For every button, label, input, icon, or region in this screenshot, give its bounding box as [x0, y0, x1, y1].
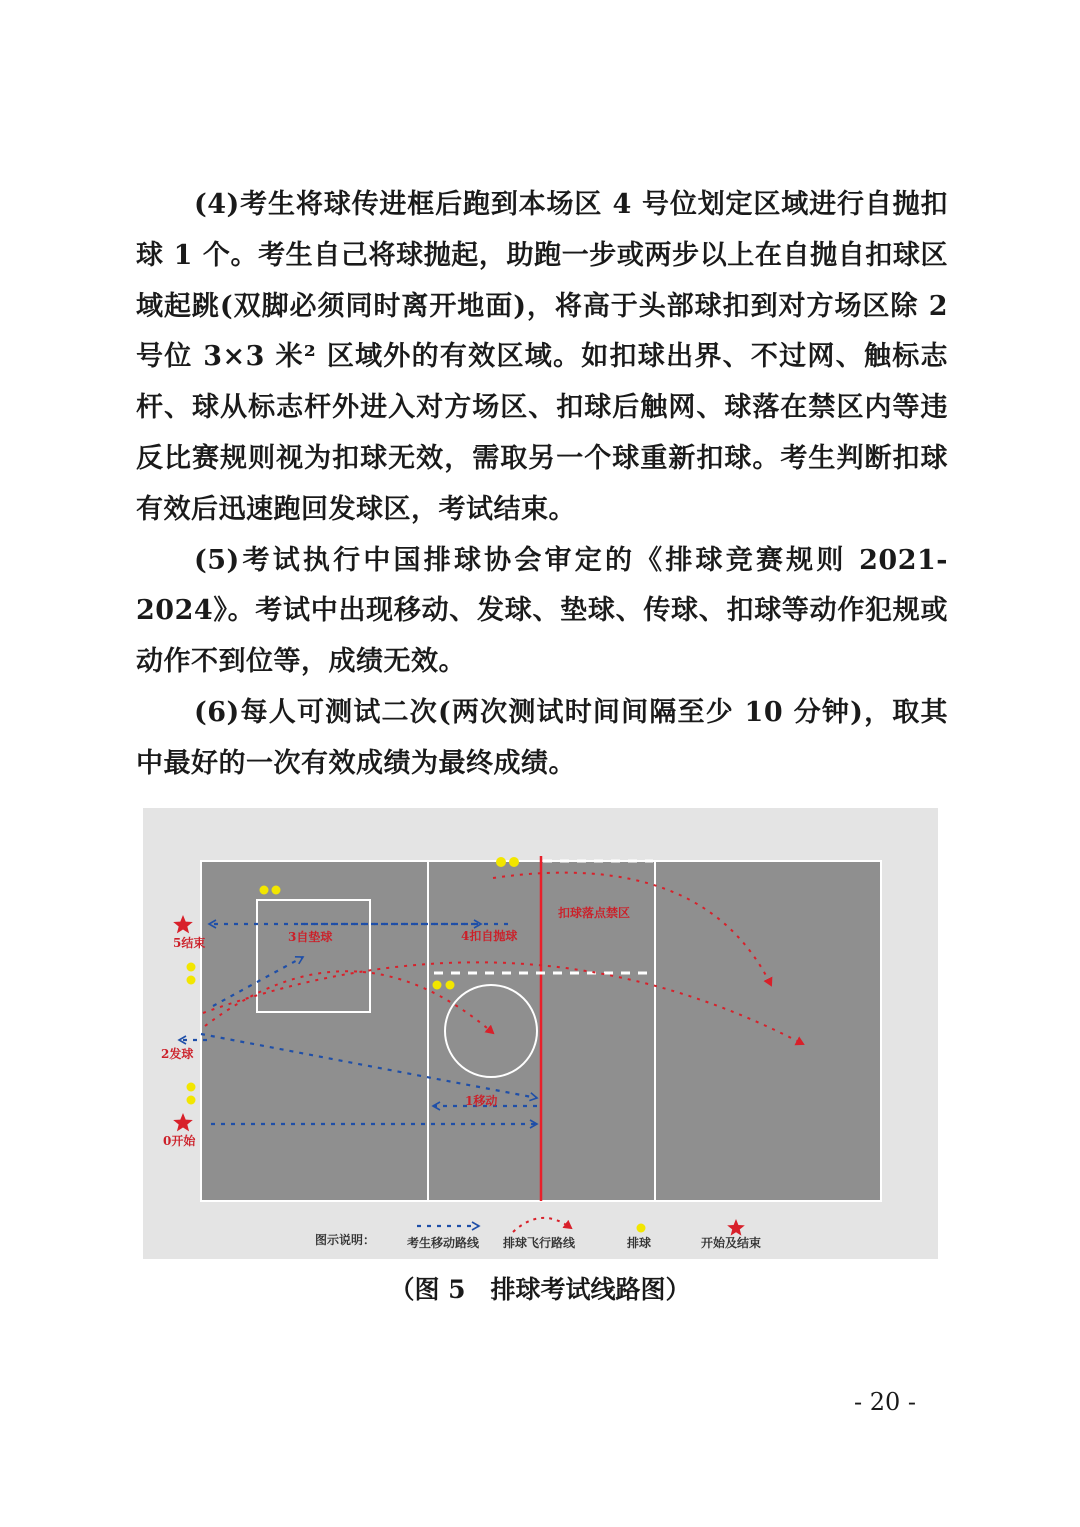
legend-ball-route: 排球飞行路线 — [503, 1236, 576, 1250]
label-start: 0开始 — [163, 1134, 196, 1148]
volleyball-route-diagram — [143, 808, 938, 1259]
body-text — [136, 180, 948, 790]
label-end: 5结束 — [173, 936, 206, 950]
paragraph-4: (4)考生将球传进框后跑到本场区 4 号位划定区域进行自抛扣球 1 个。考生自己将球抛起，助跑一步或两步以上在自抛自扣球区域起跳(双脚必须同时离开地面)，将高于头部球扣到对方场区除 2 号位 3×3 米² 区域外的有效区域。如扣球出界、不过网、触标志杆、球从标志杆外进入对方场区、扣球后触网、球落在禁区内等违反比赛规则视为扣球无效，需取另一个球重新扣球。考生判断扣球有效后迅速跑回发球区，考试结束。 — [136, 189, 948, 525]
end-star-icon — [173, 915, 193, 933]
label-dig: 3自垫球 — [288, 930, 333, 944]
legend — [315, 1218, 761, 1250]
page-number: - 20 - — [853, 1388, 916, 1416]
label-serve: 2发球 — [161, 1047, 194, 1061]
legend-start-end: 开始及结束 — [701, 1236, 762, 1250]
legend-title: 图示说明： — [315, 1233, 376, 1247]
label-forbidden-zone: 扣球落点禁区 — [558, 906, 631, 920]
paragraph-5: (5)考试执行中国排球协会审定的《排球竞赛规则 2021-2024》。考试中出现移动、发球、垫球、传球、扣球等动作犯规或动作不到位等，成绩无效。 — [136, 544, 948, 678]
legend-ball: 排球 — [627, 1236, 652, 1250]
label-self-toss-spike: 4扣自抛球 — [461, 929, 518, 943]
legend-ball-icon — [637, 1224, 646, 1233]
legend-move-route: 考生移动路线 — [407, 1236, 480, 1250]
start-star-icon — [173, 1113, 193, 1131]
label-move: 1移动 — [465, 1094, 498, 1108]
paragraph-6: (6)每人可测试二次(两次测试时间间隔至少 10 分钟)，取其中最好的一次有效成绩为最终成绩。 — [136, 696, 948, 779]
legend-star-icon — [727, 1219, 745, 1236]
figure-caption: （图 5 排球考试线路图） — [389, 1275, 691, 1304]
